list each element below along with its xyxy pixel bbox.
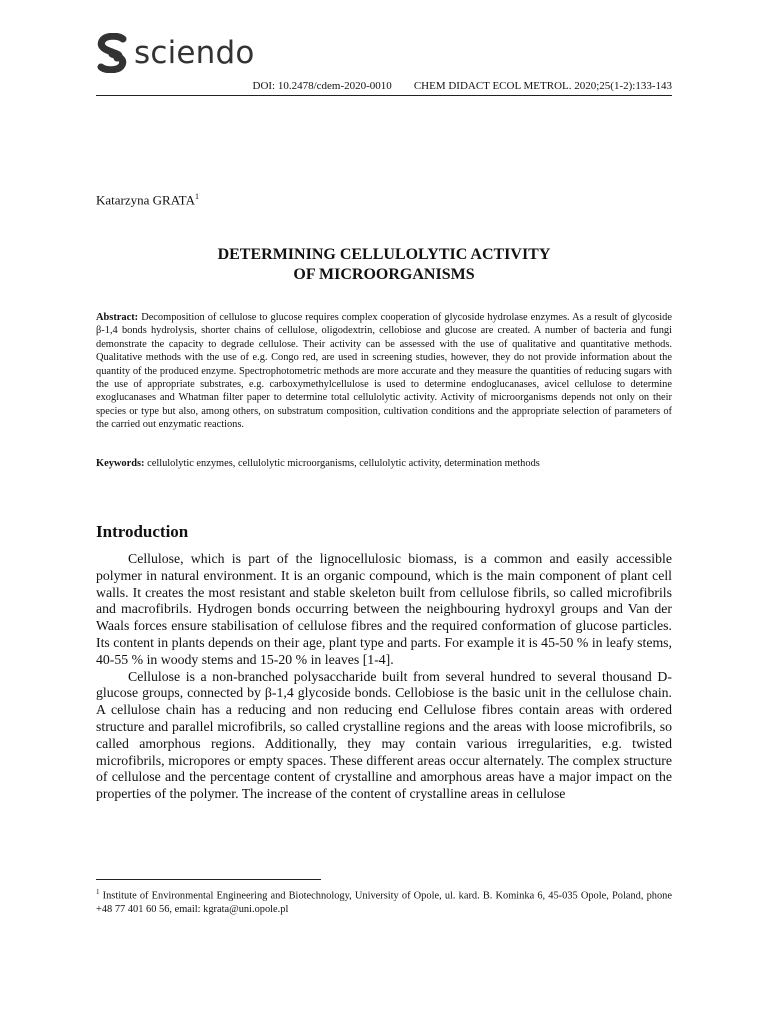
footnote-text: Institute of Environmental Engineering and Biotechnology, University of Opole, ul. kard. B. Kominka 6, 45-035 Opole, Poland, phone +48 77 401 60 56, email: kgrata@uni.opole.pl bbox=[96, 890, 672, 916]
paper-title bbox=[96, 245, 672, 285]
author-footnote-marker[interactable]: 1 bbox=[194, 192, 199, 201]
paragraph: Cellulose is a non-branched polysaccharide built from several hundred to several thousand D-glucose groups, connected by β-1,4 glycoside bonds. Cellobiose is the basic unit in the cellulose chain. A cellulose chain has a reducing and non reducing end Cellulose fibres contain areas with ordered structure and parallel microfibrils, so called crystalline regions and the areas with loose microfibrils, so called amorphous regions. Additionally, they may contain various irregularities, e.g. twisted microfibrils, micropores or empty spaces. These different areas occur alternately. The complex structure of cellulose and the percentage content of crystalline and amorphous areas have a major impact on the properties of the polymer. The increase of the content of crystalline areas in cellulose bbox=[96, 668, 672, 802]
section-heading: Introduction bbox=[96, 522, 189, 541]
running-header bbox=[96, 80, 672, 92]
keywords-label: Keywords: bbox=[96, 458, 145, 469]
title-line-2: OF MICROORGANISMS bbox=[293, 266, 475, 283]
body-text bbox=[96, 551, 672, 803]
author-line bbox=[96, 192, 199, 208]
keywords bbox=[96, 457, 672, 470]
publisher-logo bbox=[96, 33, 255, 73]
paragraph: Cellulose, which is part of the lignocellulosic biomass, is a common and easily accessible polymer in natural environment. It is an organic compound, which is the main component of plant cell walls. It creates the most resistant and stable skeleton built from cellulose fibrils, so called microfibrils and macrofibrils. Hydrogen bonds occurring between the neighbouring hydroxyl groups and Van der Waals forces ensure stabilisation of cellulose fibres and the required conformation of glucose particles. Its content in plants depends on their age, plant type and parts. For example it is 45-50 % in leafy stems, 40-55 % in woody stems and 15-20 % in leaves [1-4]. bbox=[96, 551, 672, 667]
doi-link[interactable]: DOI: 10.2478/cdem-2020-0010 bbox=[252, 80, 392, 92]
abstract-label: Abstract: bbox=[96, 312, 139, 323]
sciendo-s-logo-icon bbox=[96, 33, 128, 73]
title-line-1: DETERMINING CELLULOLYTIC ACTIVITY bbox=[217, 246, 551, 263]
footnote bbox=[96, 886, 672, 917]
header-divider bbox=[96, 95, 672, 96]
journal-citation: CHEM DIDACT ECOL METROL. 2020;25(1-2):133-143 bbox=[413, 80, 672, 92]
abstract bbox=[96, 311, 672, 432]
keywords-text: cellulolytic enzymes, cellulolytic microorganisms, cellulolytic activity, determination methods bbox=[147, 458, 540, 469]
abstract-text: Decomposition of cellulose to glucose requires complex cooperation of glycoside hydrolase enzymes. As a result of glycoside β-1,4 bonds hydrolysis, shorter chains of cellulose, oligodextrin, cellobiose and glucose are created. A number of bacteria and fungi demonstrate the capacity to degrade cellulose. Their activity can be assessed with the use of qualitative and quantitative methods. Qualitative methods with the use of e.g. Congo red, are used in screening studies, however, they do not provide information about the quantity of the produced enzyme. Spectrophotometric methods are more accurate and they measure the quantities of reducing sugars with the use of appropriate substrates, e.g. carboxymethylcellulose is used to determine endoglucanases, avicel cellulose to determine exoglucanases and Whatman filter paper to determine total cellulolytic activity. Activity of microorganisms depends not only on their species or type but also, among others, on substratum composition, cultivation conditions and the appropriate selection of parameters of the carried out enzymatic reactions. bbox=[96, 312, 672, 431]
author-name: Katarzyna GRATA bbox=[96, 192, 195, 208]
footnote-divider bbox=[96, 879, 321, 880]
brand-name: sciendo bbox=[134, 35, 255, 71]
footnote-marker: 1 bbox=[96, 888, 100, 896]
